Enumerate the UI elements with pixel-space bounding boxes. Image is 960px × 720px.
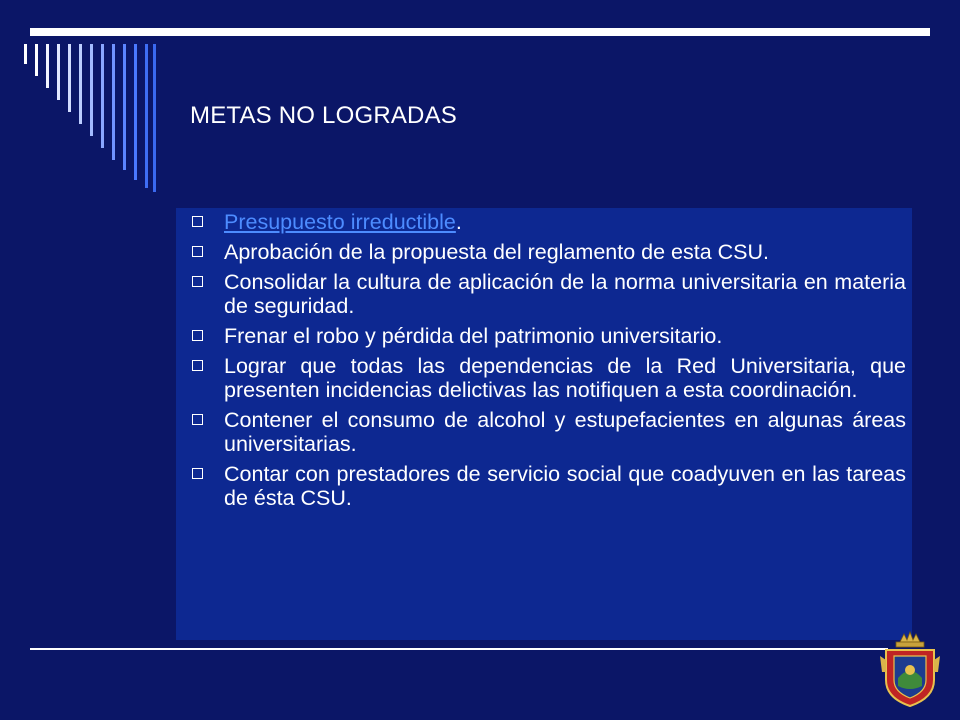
bullet-link[interactable]: Presupuesto irreductible — [224, 210, 456, 234]
decorative-bar — [112, 44, 115, 160]
decorative-bar — [153, 44, 156, 192]
slide-title: METAS NO LOGRADAS — [190, 102, 458, 129]
bottom-rule — [30, 648, 888, 650]
bullet-item — [190, 210, 906, 234]
decorative-bar — [35, 44, 38, 76]
bullet-item — [190, 354, 906, 402]
checkbox-square-icon — [192, 216, 203, 227]
decorative-bar — [57, 44, 60, 100]
decorative-bar — [101, 44, 104, 148]
decorative-bar — [90, 44, 93, 136]
bullet-text: Frenar el robo y pérdida del patrimonio universitario. — [224, 324, 723, 348]
checkbox-square-icon — [192, 246, 203, 257]
decorative-bar — [123, 44, 126, 170]
checkbox-square-icon — [192, 468, 203, 479]
university-crest-icon — [878, 628, 942, 708]
decorative-bar — [145, 44, 148, 188]
bullet-list — [190, 210, 906, 516]
decorative-bar — [134, 44, 137, 180]
bullet-text: Contar con prestadores de servicio social que coadyuven en las tareas de ésta CSU. — [224, 462, 906, 510]
bullet-item — [190, 270, 906, 318]
bullet-text: Aprobación de la propuesta del reglamento de esta CSU. — [224, 240, 770, 264]
checkbox-square-icon — [192, 360, 203, 371]
bullet-item — [190, 462, 906, 510]
checkbox-square-icon — [192, 330, 203, 341]
bullet-item — [190, 324, 906, 348]
bullet-text: Contener el consumo de alcohol y estupefacientes en algunas áreas universitarias. — [224, 408, 906, 456]
decorative-bar — [46, 44, 49, 88]
decorative-bar — [24, 44, 27, 64]
checkbox-square-icon — [192, 414, 203, 425]
decorative-bar — [68, 44, 71, 112]
content-panel — [176, 208, 912, 640]
bullet-suffix: . — [455, 210, 462, 234]
checkbox-square-icon — [192, 276, 203, 287]
bullet-text: Lograr que todas las dependencias de la Red Universitaria, que presenten incidencias delictivas las notifiquen a esta coordinación. — [224, 354, 906, 402]
bullet-item — [190, 408, 906, 456]
decorative-bars — [0, 0, 200, 200]
bullet-item — [190, 240, 906, 264]
bullet-text: Consolidar la cultura de aplicación de la norma universitaria en materia de seguridad. — [224, 270, 906, 318]
decorative-bar — [79, 44, 82, 124]
